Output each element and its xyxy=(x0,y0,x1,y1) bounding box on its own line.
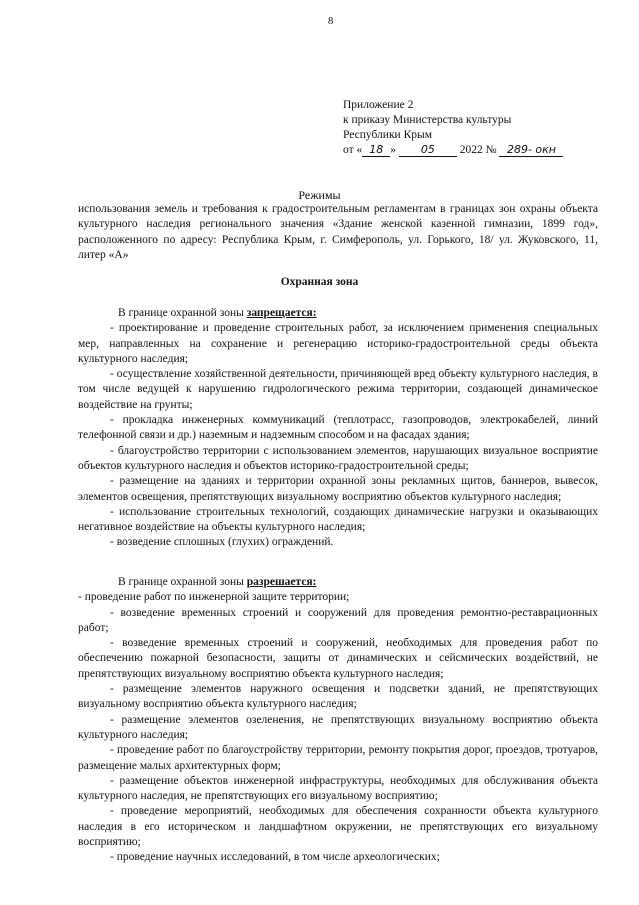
prohibited-item: - осуществление хозяйственной деятельности, причиняющей вред объекту культурного наследия, в том числе ведущей к нарушению гидрологического режима территории, создающей динамическое воздействие на грунты; xyxy=(78,368,598,411)
date-mid: » xyxy=(390,144,396,156)
prohibited-item: - прокладка инженерных коммуникаций (теплотрасс, газопроводов, электрокабелей, линий телефонной связи и др.) наземным и надземным способом и на фасадах здания; xyxy=(78,414,598,442)
allowed-item: - проведение работ по инженерной защите территории; xyxy=(78,591,350,604)
prohibited-item: - возведение сплошных (глухих) ограждений. xyxy=(110,536,334,549)
appendix-line-2: к приказу Министерства культуры xyxy=(343,114,512,126)
allowed-item: - возведение временных строений и сооружений для проведения ремонтно-реставрационных работ; xyxy=(78,606,598,634)
appendix-date-line xyxy=(343,143,563,158)
date-year-no: 2022 № xyxy=(459,144,497,156)
allowed-intro-text: В границе охранной зоны xyxy=(118,576,247,588)
prohibited-section xyxy=(78,306,598,551)
allowed-section xyxy=(78,575,598,866)
appendix-line-3: Республики Крым xyxy=(343,129,432,141)
prohibited-item: - благоустройство территории с использованием элементов, нарушающих визуальное восприятие объектов культурного наследия и объектов историко-градостроительной среды; xyxy=(78,444,598,472)
prohibited-intro-text: В границе охранной зоны xyxy=(118,307,247,319)
appendix-header xyxy=(343,98,563,158)
appendix-line-1: Приложение 2 xyxy=(343,99,414,111)
date-prefix: от « xyxy=(343,144,363,156)
allowed-item: - возведение временных строений и сооружений, необходимых для проведения работ по обеспечению пожарной безопасности, защиты от динамических и сейсмических воздействий, не препятствующих визуальному восприятию объекта культурного наследия; xyxy=(78,637,598,680)
section-title: Охранная зона xyxy=(280,276,359,288)
prohibited-keyword: запрещается: xyxy=(246,307,317,319)
allowed-item: - размещение элементов озеленения, не препятствующих визуальному восприятию объекта культурного наследия; xyxy=(78,713,598,741)
allowed-item: - проведение научных исследований, в том числе археологических; xyxy=(110,851,440,864)
allowed-intro xyxy=(78,575,598,590)
document-title: Режимы xyxy=(298,188,341,202)
allowed-item: - проведение мероприятий, необходимых для обеспечения сохранности объекта культурного наследия в его историческом и ландшафтном окружении, не препятствующих его визуальному восприятию; xyxy=(78,805,598,849)
allowed-item: - размещение элементов наружного освещения и подсветки зданий, не препятствующих визуальному восприятию объекта культурного наследия; xyxy=(78,683,598,711)
allowed-item: - размещение объектов инженерной инфраструктуры, необходимых для обслуживания объекта культурного наследия, не препятствующих его визуальному восприятию; xyxy=(78,774,598,803)
date-month: 05 xyxy=(399,144,457,157)
allowed-item: - проведение работ по благоустройству территории, ремонту покрытия дорог, проездов, тротуаров, размещение малых архитектурных форм; xyxy=(78,744,598,772)
date-day: 18 xyxy=(362,144,390,157)
allowed-keyword: разрешается: xyxy=(246,576,317,588)
prohibited-intro xyxy=(78,306,598,321)
prohibited-item: - размещение на зданиях и территории охранной зоны рекламных щитов, баннеров, вывесок, элементов освещения, препятствующих визуальному восприятию объектов культурного наследия; xyxy=(78,475,598,503)
prohibited-item: - проектирование и проведение строительных работ, за исключением применения специальных мер, направленных на сохранение и регенерацию историко-градостроительной среды объекта культурного наследия; xyxy=(78,322,598,365)
prohibited-item: - использование строительных технологий, создающих динамические нагрузки и оказывающих негативное воздействие на объекты культурного наследия; xyxy=(78,505,598,534)
page-number: 8 xyxy=(328,16,334,27)
order-number: 289- окн xyxy=(499,144,563,157)
document-subtitle: использования земель и требования к градостроительным регламентам в границах зон охраны объекта культурного наследия регионального значения «Здание женской казенной гимназии, 1899 год», расположенного по адресу: Республика Крым, г. Симферополь, ул. Горького, 18/ ул. Жуковского, 11, литер «А» xyxy=(78,203,598,261)
